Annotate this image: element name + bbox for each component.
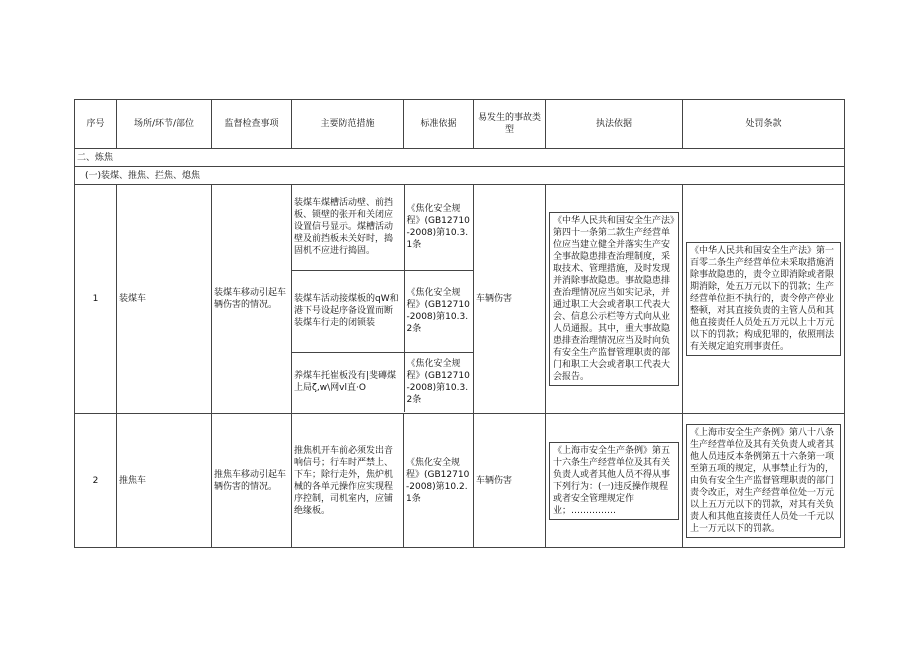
table-row	[75, 414, 845, 548]
header-law: 执法依据	[546, 100, 683, 149]
measure-standard: 《焦化安全规程》(GB12710-2008)第10.3.2条	[404, 352, 474, 412]
measure-standard: 《焦化安全规程》(GB12710-2008)第10.2.1条	[404, 414, 474, 548]
law-cell	[546, 414, 683, 548]
row-number: 2	[75, 414, 117, 548]
regulation-table	[74, 99, 845, 548]
row-accident: 车辆伤害	[474, 185, 546, 414]
row-penalty: 《上海市安全生产条例》第八十八条生产经营单位及其有关负责人或者其他人员违反本条例第五十六条第一项至第五项的规定，从事禁止行为的，由负有安全生产监督管理职责的部门责令改正，对生产经营单位处一万元以上五万元以下的罚款，对其有关负责人和其他直接责任人员处一千元以上一万元以下的罚款。	[686, 424, 841, 538]
header-item: 监督检查事项	[212, 100, 292, 149]
row-place: 装煤车	[117, 185, 212, 414]
penalty-cell	[683, 414, 845, 548]
row-penalty: 《中华人民共和国安全生产法》第一百零二条生产经营单位未采取措施消除事故隐患的，责令立即消除或者限期消除，处五万元以下的罚款；生产经营单位拒不执行的，责令停产停业整顿，对其直接负责的主管人员和其他直接责任人员处五万元以上十万元以下的罚款；构成犯罪的，依照刑法有关规定追究刑事责任。	[686, 242, 841, 356]
row-item: 推焦车移动引起车辆伤害的情况。	[212, 414, 292, 548]
header-penalty: 处罚条款	[683, 100, 845, 149]
measure-text: 装煤车煤槽活动壁、前挡板、锁壁的张开和关闭应设置信号显示。煤槽活动壁及前挡板未关好时，捣固机不应进行捣固。	[292, 185, 404, 270]
subsection-row	[75, 167, 845, 185]
header-place: 场所/环节/部位	[117, 100, 212, 149]
table-row	[75, 185, 845, 414]
header-measures: 主要防范措施	[292, 100, 404, 149]
subsection-title: (一)装煤、推焦、拦焦、熄焦	[75, 167, 845, 185]
header-no: 序号	[75, 100, 117, 149]
measure-text: 推焦机开车前必须发出音响信号；行车时严禁上、下车；除行走外，焦炉机械的各单元操作应实现程序控制，司机室内，应铺绝缘板。	[292, 414, 404, 548]
measure-standard: 《焦化安全规程》(GB12710-2008)第10.3.1条	[404, 185, 474, 270]
penalty-cell	[683, 185, 845, 414]
row-law: 《中华人民共和国安全生产法》第四十一条第二款生产经营单位应当建立健全并落实生产安全事故隐患排查治理制度，采取技术、管理措施，及时发现并消除事故隐患。事故隐患排查治理情况应当如实记录，并通过职工大会或者职工代表大会、信息公示栏等方式向从业人员通报。其中，重大事故隐患排查治理情况应当及时向负有安全生产监督管理职责的部门和职工大会或者职工代表大会报告。	[549, 212, 679, 386]
row-item: 装煤车移动引起车辆伤害的情况。	[212, 185, 292, 414]
measure-standard: 《焦化安全规程》(GB12710-2008)第10.3.2条	[404, 270, 474, 352]
measure-text: 养煤车托崔板没有|斐磚煤上局ζ,w\网vl直·O	[294, 371, 397, 394]
measures-subtable	[292, 185, 474, 412]
row-number: 1	[75, 185, 117, 414]
section-row	[75, 149, 845, 167]
measure-row	[292, 185, 474, 270]
law-cell	[546, 185, 683, 414]
row-place: 推焦车	[117, 414, 212, 548]
measures-cell	[292, 185, 474, 414]
measure-row	[292, 270, 474, 352]
measure-text: 装煤车活动接煤板的qW和港下号设起序备设置而断装煤车行走的闭锁装	[292, 270, 404, 352]
header-row	[75, 100, 845, 149]
header-standard: 标准依据	[404, 100, 474, 149]
row-law: 《上海市安全生产条例》第五十六条生产经营单位及其有关负责人或者其他人员不得从事下列行为：(一)违反操作规程或者安全管理规定作业；……………	[549, 442, 679, 520]
header-accident: 易发生的事故类型	[474, 100, 546, 149]
section-title: 二、炼焦	[75, 149, 845, 167]
measure-row	[292, 352, 474, 412]
row-accident: 车辆伤害	[474, 414, 546, 548]
